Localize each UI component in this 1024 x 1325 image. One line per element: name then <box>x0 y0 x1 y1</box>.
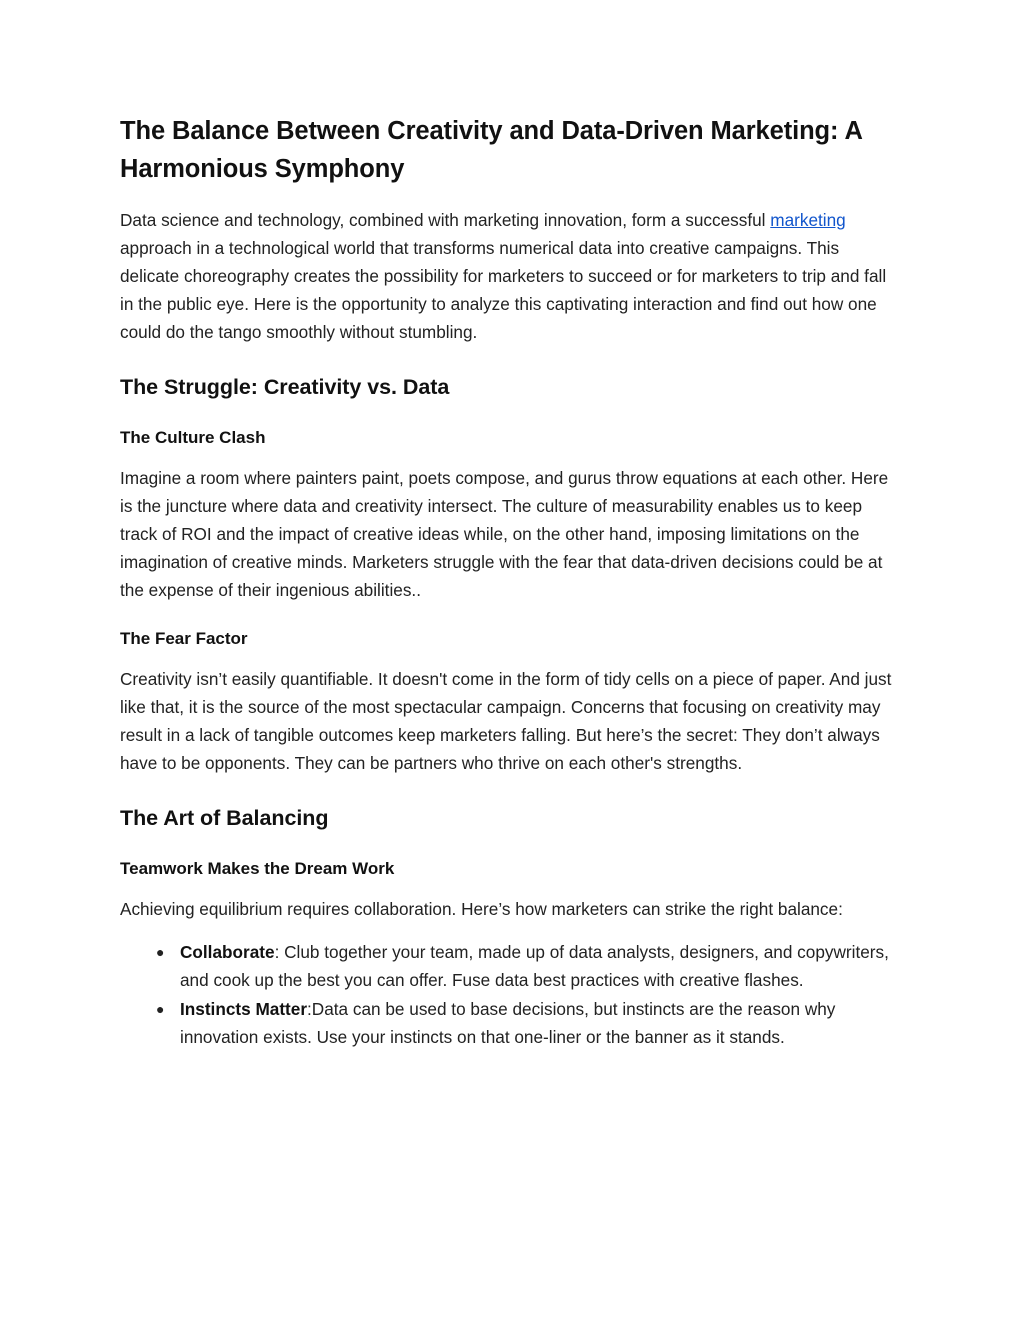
list-item-text: :Data can be used to base decisions, but instincts are the reason why innovation exists. Use your instincts on that one-liner or the banner as it stands. <box>180 999 836 1047</box>
paragraph-teamwork: Achieving equilibrium requires collaboration. Here’s how marketers can strike the right balance: <box>120 899 843 919</box>
section-heading-art-of-balancing: The Art of Balancing <box>120 806 329 830</box>
subsection-heading-teamwork: Teamwork Makes the Dream Work <box>120 859 395 878</box>
list-item <box>120 995 892 1051</box>
page-title: The Balance Between Creativity and Data-Driven Marketing: A Harmonious Symphony <box>120 117 862 183</box>
list-item <box>120 938 892 994</box>
intro-text-after-link: approach in a technological world that transforms numerical data into creative campaigns. This delicate choreography creates the possibility for marketers to succeed or for marketers to trip and fall in the public eye. Here is the opportunity to analyze this captivating interaction and find out how one could do the tango smoothly without stumbling. <box>120 238 887 342</box>
paragraph-culture-clash: Imagine a room where painters paint, poets compose, and gurus throw equations at each other. Here is the juncture where data and creativity intersect. The culture of measurability enables us to keep track of ROI and the impact of creative ideas while, on the other hand, imposing limitations on the imagination of creative minds. Marketers struggle with the fear that data-driven decisions could be at the expense of their ingenious abilities.. <box>120 468 889 600</box>
tips-bullet-list <box>120 938 892 1051</box>
section-heading-struggle: The Struggle: Creativity vs. Data <box>120 375 450 399</box>
subsection-heading-culture-clash: The Culture Clash <box>120 428 266 447</box>
list-item-text: : Club together your team, made up of data analysts, designers, and copywriters, and cook up the best you can offer. Fuse data best practices with creative flashes. <box>180 942 889 990</box>
bullet-icon: ● <box>156 944 165 960</box>
paragraph-fear-factor: Creativity isn’t easily quantifiable. It doesn't come in the form of tidy cells on a piece of paper. And just like that, it is the source of the most spectacular campaign. Concerns that focusing on creativity may result in a lack of tangible outcomes keep marketers falling. But here’s the secret: They don’t always have to be opponents. They can be partners who thrive on each other's strengths. <box>120 669 892 773</box>
bullet-icon: ● <box>156 1001 165 1017</box>
intro-text-before-link: Data science and technology, combined with marketing innovation, form a successful <box>120 210 771 230</box>
intro-paragraph <box>120 206 892 346</box>
document-body <box>120 112 892 1051</box>
list-item-lead: Collaborate <box>180 942 275 962</box>
list-item-lead: Instincts Matter <box>180 999 308 1019</box>
subsection-heading-fear-factor: The Fear Factor <box>120 629 248 648</box>
marketing-link[interactable]: marketing <box>770 210 846 230</box>
